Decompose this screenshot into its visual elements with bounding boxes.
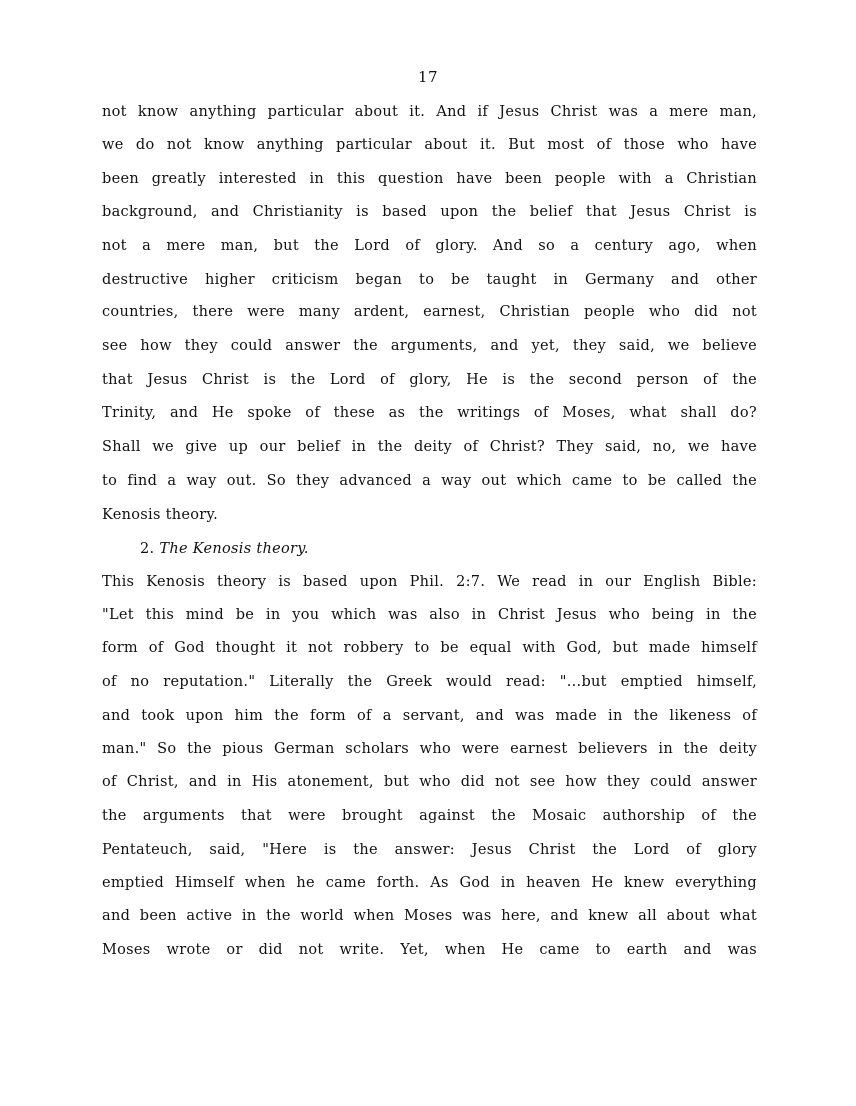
text-line: background, and Christianity is based upon the belief that Jesus Christ is bbox=[102, 204, 757, 220]
section-heading bbox=[140, 539, 309, 559]
text-line: "Let this mind be in you which was also in Christ Jesus who being in the bbox=[102, 607, 757, 623]
text-line: not know anything particular about it. And if Jesus Christ was a mere man, bbox=[102, 104, 757, 120]
text-line: man." So the pious German scholars who were earnest believers in the deity bbox=[102, 741, 757, 757]
page-number: 17 bbox=[417, 68, 439, 86]
text-line: destructive higher criticism began to be taught in Germany and other bbox=[102, 272, 757, 288]
text-line: and been active in the world when Moses was here, and knew all about what bbox=[102, 908, 757, 924]
text-line: Shall we give up our belief in the deity of Christ? They said, no, we have bbox=[102, 439, 757, 455]
text-line: Trinity, and He spoke of these as the writings of Moses, what shall do? bbox=[102, 405, 757, 421]
section-heading-title: The Kenosis theory. bbox=[159, 541, 309, 557]
text-line: This Kenosis theory is based upon Phil. 2:7. We read in our English Bible: bbox=[102, 574, 757, 590]
text-line: been greatly interested in this question have been people with a Christian bbox=[102, 171, 757, 187]
section-heading-number: 2. bbox=[140, 541, 155, 557]
text-line: to find a way out. So they advanced a way out which came to be called the bbox=[102, 473, 757, 489]
text-line: form of God thought it not robbery to be equal with God, but made himself bbox=[102, 640, 757, 656]
text-line: the arguments that were brought against the Mosaic authorship of the bbox=[102, 808, 757, 824]
text-line: we do not know anything particular about it. But most of those who have bbox=[102, 137, 757, 153]
text-line: Kenosis theory. bbox=[102, 507, 219, 523]
text-line: Moses wrote or did not write. Yet, when He came to earth and was bbox=[102, 942, 757, 958]
text-line: of Christ, and in His atonement, but who did not see how they could answer bbox=[102, 774, 757, 790]
text-line: of no reputation." Literally the Greek would read: "...but emptied himself, bbox=[102, 674, 757, 690]
text-line: Pentateuch, said, "Here is the answer: Jesus Christ the Lord of glory bbox=[102, 842, 757, 858]
text-line: see how they could answer the arguments, and yet, they said, we believe bbox=[102, 338, 757, 354]
text-line: emptied Himself when he came forth. As God in heaven He knew everything bbox=[102, 875, 757, 891]
text-line: and took upon him the form of a servant, and was made in the likeness of bbox=[102, 708, 757, 724]
text-line: that Jesus Christ is the Lord of glory, He is the second person of the bbox=[102, 372, 757, 388]
text-line: not a mere man, but the Lord of glory. And so a century ago, when bbox=[102, 238, 757, 254]
text-line: countries, there were many ardent, earnest, Christian people who did not bbox=[102, 304, 757, 320]
